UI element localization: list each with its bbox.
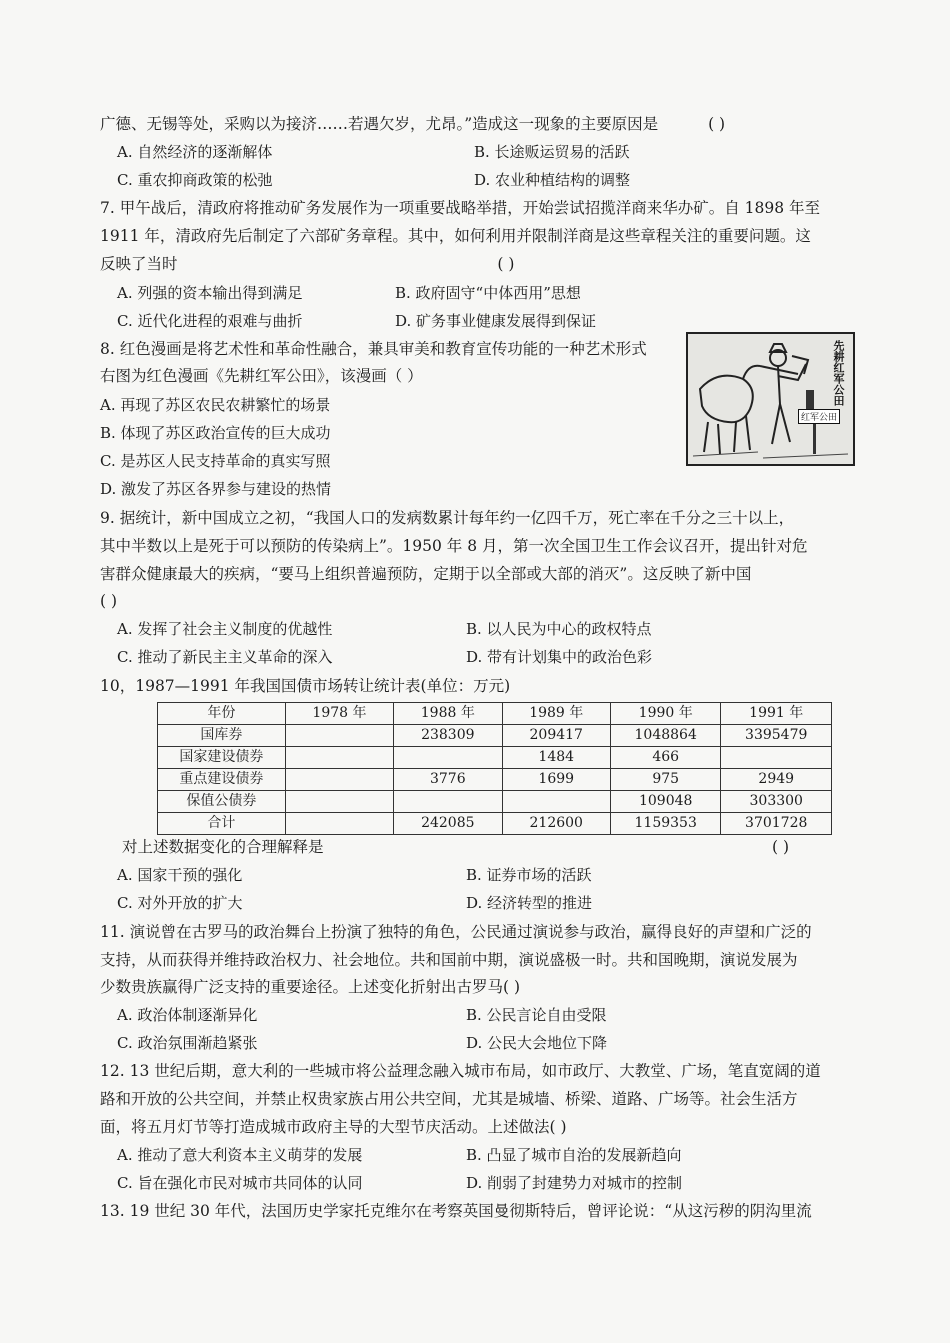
q9-line-1: 9. 据统计，新中国成立之初，“我国人口的发病数累计每年约一亿四千万，死亡率在千分之三十以上， [100,509,795,527]
table-cell [285,813,393,835]
table-cell: 212600 [502,813,610,835]
q7-option-c: C. 近代化进程的艰难与曲折 [117,312,303,330]
table-header-cell: 1988 年 [394,703,502,725]
table-cell: 1699 [502,769,610,791]
table-cell: 3776 [394,769,502,791]
cartoon-title: 先耕红军公田 [832,340,845,406]
table-cell: 238309 [394,725,502,747]
table-cell [721,747,832,769]
q7-line-2: 1911 年，清政府先后制定了六部矿务章程。其中，如何利用并限制洋商是这些章程关注的重要问题。这 [100,227,811,245]
table-cell [502,791,610,813]
q6-option-b: B. 长途贩运贸易的活跃 [474,143,630,161]
table-cell: 国库券 [158,725,286,747]
table-cell [394,747,502,769]
table-header-cell: 1989 年 [502,703,610,725]
table-cell: 国家建设债券 [158,747,286,769]
q6-option-c: C. 重农抑商政策的松弛 [117,171,273,189]
table-cell [285,747,393,769]
q10-answer-blank: ( ) [772,838,790,856]
q8-option-a: A. 再现了苏区农民农耕繁忙的场景 [100,396,331,414]
table-cell: 保值公债券 [158,791,286,813]
q8-option-d: D. 激发了苏区各界参与建设的热情 [100,480,332,498]
q9-line-2: 其中半数以上是死于可以预防的传染病上”。1950 年 8 月，第一次全国卫生工作会议召开，提出针对危 [100,537,808,555]
q7-line-1: 7. 甲午战后，清政府将推动矿务发展作为一项重要战略举措，开始尝试招揽洋商来华办矿。自 1898 年至 [100,199,821,217]
table-row [158,747,832,769]
q6-stem-line [100,114,725,134]
table-cell: 466 [610,747,721,769]
q12-option-b: B. 凸显了城市自治的发展新趋向 [466,1146,682,1164]
q9-option-c: C. 推动了新民主主义革命的深入 [117,648,333,666]
q8-line-2: 右图为红色漫画《先耕红军公田》，该漫画（ ） [100,367,423,385]
table-cell [285,791,393,813]
table-cell: 209417 [502,725,610,747]
q9-option-a: A. 发挥了社会主义制度的优越性 [117,620,333,638]
table-cell: 1484 [502,747,610,769]
table-cell [285,769,393,791]
q6-stem-text: 广德、无锡等处，采购以为接济……若遇欠岁，尤昂。”造成这一现象的主要原因是 [100,115,659,133]
table-row [158,769,832,791]
table-cell: 975 [610,769,721,791]
table-cell: 重点建设债券 [158,769,286,791]
table-cell: 303300 [721,791,832,813]
q13-line-1: 13. 19 世纪 30 年代，法国历史学家托克维尔在考察英国曼彻斯特后，曾评论说：“从这污秽的阴沟里流 [100,1202,812,1220]
q10-question-line: 对上述数据变化的合理解释是 [122,838,324,856]
q12-line-1: 12. 13 世纪后期，意大利的一些城市将公益理念融入城市布局，如市政厅、大教堂、广场，笔直宽阔的道 [100,1062,821,1080]
table-row [158,813,832,835]
q7-option-d: D. 矿务事业健康发展得到保证 [395,312,597,330]
table-header-row [158,703,832,725]
table-cell [285,725,393,747]
table-cell: 2949 [721,769,832,791]
q6-option-d: D. 农业种植结构的调整 [474,171,631,189]
q12-option-a: A. 推动了意大利资本主义萌芽的发展 [117,1146,363,1164]
q8-line-1: 8. 红色漫画是将艺术性和革命性融合，兼具审美和教育宣传功能的一种艺术形式 [100,340,647,358]
table-cell: 109048 [610,791,721,813]
q10-title: 10，1987—1991 年我国国债市场转让统计表(单位：万元) [100,677,511,695]
q7-option-a: A. 列强的资本输出得到满足 [117,284,303,302]
q10-option-d: D. 经济转型的推进 [466,894,593,912]
table-cell: 1159353 [610,813,721,835]
q12-line-2: 路和开放的公共空间，并禁止权贵家族占用公共空间，尤其是城墙、桥梁、道路、广场等。社会生活方 [100,1090,798,1108]
q12-line-3: 面，将五月灯节等打造成城市政府主导的大型节庆活动。上述做法( ) [100,1118,567,1136]
table-cell: 3701728 [721,813,832,835]
q7-option-b: B. 政府固守“中体西用”思想 [395,284,581,302]
q8-option-c: C. 是苏区人民支持革命的真实写照 [100,452,331,470]
q11-option-d: D. 公民大会地位下降 [466,1034,608,1052]
q11-line-3: 少数贵族赢得广泛支持的重要途径。上述变化折射出古罗马( ) [100,978,521,996]
cartoon-signboard: 红军公田 [798,409,840,424]
table-cell: 合计 [158,813,286,835]
q11-option-c: C. 政治氛围渐趋紧张 [117,1034,258,1052]
q9-option-d: D. 带有计划集中的政治色彩 [466,648,653,666]
table-header-cell: 年份 [158,703,286,725]
bond-statistics-table [157,702,832,835]
q9-option-b: B. 以人民为中心的政权特点 [466,620,652,638]
table-cell: 3395479 [721,725,832,747]
q12-option-c: C. 旨在强化市民对城市共同体的认同 [117,1174,363,1192]
red-cartoon-image [686,332,855,466]
q11-line-1: 11. 演说曾在古罗马的政治舞台上扮演了独特的角色，公民通过演说参与政治，赢得良好的声望和广泛的 [100,923,812,941]
q12-option-d: D. 削弱了封建势力对城市的控制 [466,1174,683,1192]
q10-option-a: A. 国家干预的强化 [117,866,243,884]
q10-option-c: C. 对外开放的扩大 [117,894,243,912]
table-cell: 1048864 [610,725,721,747]
q9-line-4: ( ) [100,592,118,610]
q10-option-b: B. 证券市场的活跃 [466,866,592,884]
q7-line-3 [100,254,514,274]
table-header-cell: 1990 年 [610,703,721,725]
table-header-cell: 1978 年 [285,703,393,725]
table-cell: 242085 [394,813,502,835]
q9-line-3: 害群众健康最大的疾病，“要马上组织普遍预防，定期于以全部或大部的消灭”。这反映了新中国 [100,565,752,583]
table-header-cell: 1991 年 [721,703,832,725]
q8-option-b: B. 体现了苏区政治宣传的巨大成功 [100,424,331,442]
q6-answer-blank: ( ) [708,115,726,133]
q11-option-b: B. 公民言论自由受限 [466,1006,607,1024]
table-row [158,791,832,813]
table-row [158,725,832,747]
q7-line-3-text: 反映了当时 [100,255,178,273]
q11-line-2: 支持，从而获得并维持政治权力、社会地位。共和国前中期，演说盛极一时。共和国晚期，演说发展为 [100,951,798,969]
q6-option-a: A. 自然经济的逐渐解体 [117,143,273,161]
q11-option-a: A. 政治体制逐渐异化 [117,1006,258,1024]
table-cell [394,791,502,813]
q7-answer-blank: ( ) [497,255,515,273]
